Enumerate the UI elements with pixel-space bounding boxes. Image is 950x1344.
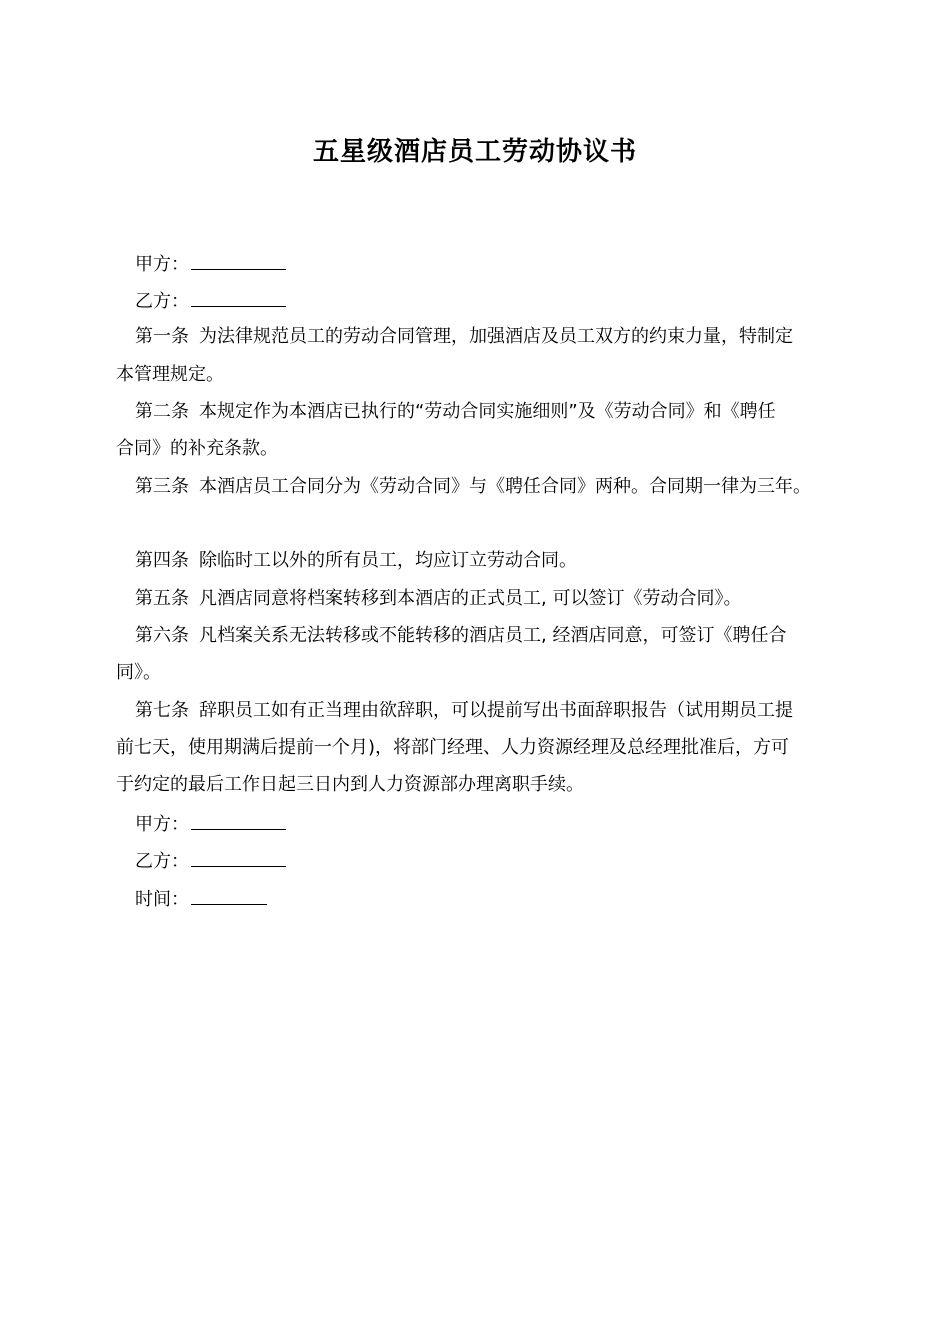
header-party-a-label: 甲方： — [135, 254, 189, 275]
article-5-text-1: 凡酒店同意将档案转移到本酒店的正式员工, 可以签订《劳动合同》。 — [199, 588, 742, 609]
article-7-text-1: 辞职员工如有正当理由欲辞职，可以提前写出书面辞职报告（试用期员工提 — [199, 700, 793, 721]
signature-date-line — [135, 886, 865, 912]
signature-party-b-line — [135, 848, 865, 874]
article-2-text-1: 本规定作为本酒店已执行的“劳动合同实施细则”及《劳动合同》和《聘任 — [199, 401, 776, 422]
article-1-text-2: 本管理规定。 — [116, 364, 224, 385]
article-1-text-1: 为法律规范员工的劳动合同管理，加强酒店及员工双方的约束力量，特制定 — [199, 326, 793, 347]
article-3-text-1: 本酒店员工合同分为《劳动合同》与《聘任合同》两种。合同期一律为三年。 — [199, 476, 811, 497]
article-7-line-1 — [135, 699, 865, 723]
article-4-number: 第四条 — [135, 550, 189, 571]
header-party-b-blank — [191, 288, 286, 307]
signature-party-b-blank — [191, 848, 286, 867]
article-5-number: 第五条 — [135, 588, 189, 609]
document-title: 五星级酒店员工劳动协议书 — [312, 137, 637, 167]
article-2-line-2 — [116, 437, 846, 461]
signature-party-a-line — [135, 811, 865, 837]
article-1-number: 第一条 — [135, 326, 189, 347]
article-6-line-1 — [135, 624, 865, 648]
article-4-text-1: 除临时工以外的所有员工，均应订立劳动合同。 — [199, 550, 577, 571]
header-party-b-line — [135, 288, 865, 314]
signature-date-blank — [191, 886, 267, 905]
article-2-number: 第二条 — [135, 401, 189, 422]
signature-party-a-label: 甲方： — [135, 814, 189, 835]
signature-party-a-blank — [191, 811, 286, 830]
article-5-line-1 — [135, 587, 865, 611]
article-6-text-1: 凡档案关系无法转移或不能转移的酒店员工, 经酒店同意，可签订《聘任合 — [199, 625, 787, 646]
article-4-line-1 — [135, 549, 865, 573]
article-6-number: 第六条 — [135, 625, 189, 646]
article-3-line-1 — [135, 475, 865, 499]
article-7-text-3: 于约定的最后工作日起三日内到人力资源部办理离职手续。 — [116, 774, 584, 795]
article-7-number: 第七条 — [135, 700, 189, 721]
header-party-a-line — [135, 251, 865, 277]
article-6-text-2: 同》。 — [116, 662, 161, 683]
article-2-line-1 — [135, 400, 865, 424]
signature-party-b-label: 乙方： — [135, 851, 189, 872]
article-3-number: 第三条 — [135, 476, 189, 497]
signature-date-label: 时间： — [135, 889, 189, 910]
article-1-line-1 — [135, 325, 865, 349]
article-1-line-2 — [116, 363, 846, 387]
article-7-line-3 — [116, 773, 846, 797]
header-party-a-blank — [191, 251, 286, 270]
article-2-text-2: 合同》的补充条款。 — [116, 438, 278, 459]
article-7-line-2 — [116, 736, 846, 760]
article-6-line-2 — [116, 661, 846, 685]
article-7-text-2: 前七天，使用期满后提前一个月)，将部门经理、人力资源经理及总经理批准后，方可 — [116, 737, 790, 758]
header-party-b-label: 乙方： — [135, 291, 189, 312]
